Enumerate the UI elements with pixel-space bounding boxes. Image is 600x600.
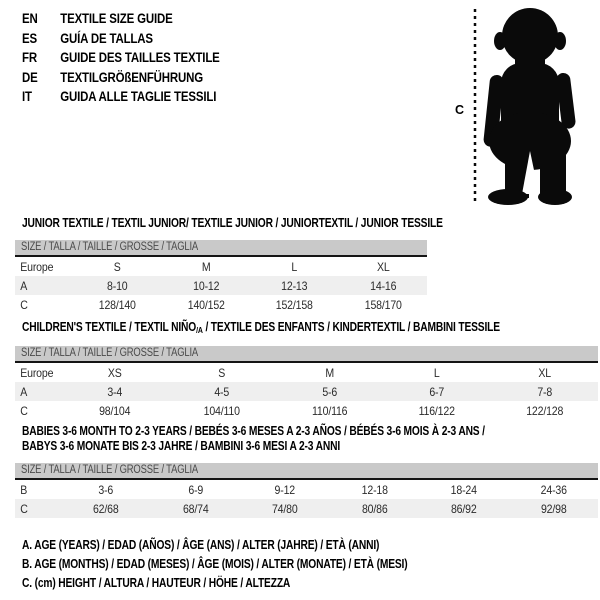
row-label: A xyxy=(20,278,28,293)
heading-text: / TEXTILE DES ENFANTS / KINDERTEXTIL / BAMBINI TESSILE xyxy=(202,320,500,334)
size-cell: 116/122 xyxy=(418,403,456,418)
size-cell: 104/110 xyxy=(204,403,241,418)
size-header-label: SIZE / TALLA / TAILLE / GRÖSSE / TAGLIA xyxy=(21,241,199,253)
size-cell: L xyxy=(434,365,440,380)
size-cell: 3-6 xyxy=(98,482,114,497)
size-cell: 98/104 xyxy=(99,403,131,418)
table-row-months xyxy=(15,480,598,499)
size-cell: S xyxy=(113,259,121,274)
table-row-height xyxy=(15,401,598,420)
junior-textile-heading: JUNIOR TEXTILE / TEXTIL JUNIOR/ TEXTILE JUNIOR / JUNIORTEXTIL / JUNIOR TESSILE xyxy=(22,216,443,230)
size-cell: S xyxy=(218,365,226,380)
size-cell: M xyxy=(325,365,334,380)
size-header-bar xyxy=(15,346,598,363)
heading-text: CHILDREN'S TEXTILE / TEXTIL NIÑO xyxy=(22,320,197,334)
size-cell: 5-6 xyxy=(322,384,337,399)
table-row-age xyxy=(15,276,427,295)
language-title: GUIDE DES TAILLES TEXTILE xyxy=(60,50,220,66)
size-cell: XS xyxy=(107,365,122,380)
size-cell: 9-12 xyxy=(274,482,295,497)
size-cell: 24-36 xyxy=(540,482,567,497)
language-row xyxy=(22,29,220,49)
language-row xyxy=(22,68,220,88)
size-cell: 14-16 xyxy=(369,278,396,293)
size-cell: 7-8 xyxy=(536,384,552,399)
language-row xyxy=(22,87,220,107)
size-cell: 122/128 xyxy=(525,403,563,418)
size-cell: M xyxy=(201,259,211,274)
toddler-silhouette xyxy=(452,5,582,205)
height-measure-label: C xyxy=(455,103,465,117)
size-header-label: SIZE / TALLA / TAILLE / GRÖSSE / TAGLIA xyxy=(21,464,199,476)
language-code: EN xyxy=(22,11,38,27)
row-label: B xyxy=(20,482,28,497)
children-textile-table xyxy=(15,346,598,420)
size-cell: 74/80 xyxy=(271,501,298,516)
row-label: A xyxy=(20,384,28,399)
size-cell: 152/158 xyxy=(275,297,313,312)
note-age-months: B. AGE (MONTHS) / EDAD (MESES) / ÂGE (MOIS) / ALTER (MONATE) / ETÀ (MESI) xyxy=(22,557,408,571)
row-label: Europe xyxy=(20,365,54,380)
size-cell: 3-4 xyxy=(107,384,123,399)
language-title: TEXTILE SIZE GUIDE xyxy=(60,11,173,27)
babies-textile-heading xyxy=(22,424,485,454)
language-code: IT xyxy=(22,89,32,105)
language-code: FR xyxy=(22,50,37,66)
language-title-list xyxy=(22,9,220,107)
table-row-europe xyxy=(15,363,598,382)
language-title: GUÍA DE TALLAS xyxy=(60,30,153,46)
language-title: GUIDA ALLE TAGLIE TESSILI xyxy=(60,89,217,105)
heading-subscript: /A xyxy=(196,325,203,335)
size-cell: 4-5 xyxy=(214,384,230,399)
table-row-age xyxy=(15,382,598,401)
table-row-height xyxy=(15,499,598,518)
size-cell: 68/74 xyxy=(182,501,209,516)
table-row-europe xyxy=(15,257,427,276)
size-cell: 92/98 xyxy=(540,501,567,516)
heading-line2: BABYS 3-6 MONATE BIS 2-3 JAHRE / BAMBINI 3-6 MESI A 2-3 ANNI xyxy=(22,439,341,453)
size-cell: 86/92 xyxy=(450,501,477,516)
row-label: C xyxy=(20,403,28,418)
heading-line1: BABIES 3-6 MONTH TO 2-3 YEARS / BEBÉS 3-6 MESES A 2-3 AÑOS / BÉBÉS 3-6 MOIS À 2-3 ANS / xyxy=(22,424,485,438)
language-row xyxy=(22,9,220,29)
size-cell: 6-9 xyxy=(187,482,203,497)
language-title: TEXTILGRÖßENFÜHRUNG xyxy=(60,69,204,85)
language-row xyxy=(22,48,220,68)
toddler-figure xyxy=(483,8,576,205)
size-cell: 128/140 xyxy=(98,297,136,312)
size-cell: 80/86 xyxy=(361,501,388,516)
size-cell: 8-10 xyxy=(107,278,128,293)
size-header-bar xyxy=(15,240,427,257)
junior-textile-table xyxy=(15,240,427,314)
note-age-years: A. AGE (YEARS) / EDAD (AÑOS) / ÂGE (ANS) / ALTER (JAHRE) / ETÀ (ANNI) xyxy=(22,538,380,552)
size-cell: XL xyxy=(376,259,390,274)
note-height-cm: C. (cm) HEIGHT / ALTURA / HAUTEUR / HÖHE / ALTEZZA xyxy=(22,576,291,590)
language-code: DE xyxy=(22,69,38,85)
size-cell: 6-7 xyxy=(429,384,445,399)
language-code: ES xyxy=(22,30,37,46)
size-cell: L xyxy=(291,259,298,274)
row-label: Europe xyxy=(20,259,54,274)
size-cell: XL xyxy=(538,365,551,380)
row-label: C xyxy=(20,297,28,312)
babies-textile-table xyxy=(15,463,598,518)
children-textile-heading xyxy=(22,320,500,335)
size-cell: 158/170 xyxy=(364,297,402,312)
size-header-bar xyxy=(15,463,598,480)
size-cell: 62/68 xyxy=(92,501,119,516)
size-cell: 12-18 xyxy=(361,482,388,497)
row-label: C xyxy=(20,501,28,516)
size-cell: 110/116 xyxy=(311,403,348,418)
size-header-label: SIZE / TALLA / TAILLE / GRÖSSE / TAGLIA xyxy=(21,347,199,359)
size-cell: 18-24 xyxy=(450,482,477,497)
size-cell: 10-12 xyxy=(192,278,219,293)
table-row-height xyxy=(15,295,427,314)
size-cell: 140/152 xyxy=(187,297,225,312)
legend-notes xyxy=(22,536,407,593)
size-cell: 12-13 xyxy=(281,278,308,293)
